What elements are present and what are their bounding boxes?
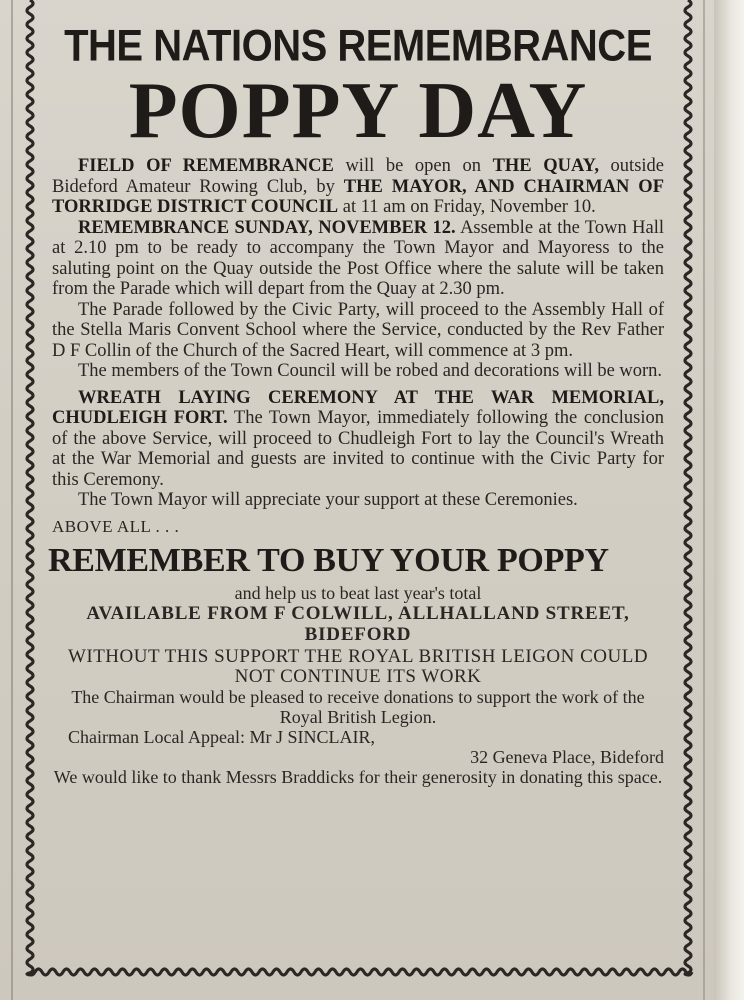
right-border-wave [685, 0, 691, 975]
field-text-3: at 11 am on Friday, November 10. [338, 197, 596, 217]
available-line: AVAILABLE FROM F COLWILL, ALLHALLAND STREET, BIDEFORD [86, 602, 630, 645]
field-text-2: outside Bideford Amateur Rowing Club, by [52, 156, 664, 197]
bottom-border-wave [28, 969, 692, 975]
sunday-lead: REMEMBRANCE SUNDAY, NOVEMBER 12. [78, 217, 456, 238]
remember-heading: REMEMBER TO BUY YOUR POPPY [48, 541, 609, 579]
sunday-text: Assemble at the Town Hall at 2.10 pm to be ready to accompany the Town Mayor and Mayoress to the saluting point on the Quay outside the Post Office where the salute will be taken from the Parade which will depart from the Quay at 2.30 pm. [52, 217, 664, 299]
above-all-label: ABOVE ALL . . . [52, 516, 180, 536]
without-support-line: WITHOUT THIS SUPPORT THE ROYAL BRITISH LEIGON COULD NOT CONTINUE ITS WORK [67, 645, 649, 687]
help-line: and help us to beat last year's total [234, 582, 482, 603]
page-title: POPPY DAY [128, 67, 588, 155]
wreath-text: The Town Mayor, immediately following the conclusion of the above Service, will proceed to Chudleigh Fort to lay the Council's Wreath at the War Memorial and guests are invited to continue with the Civic Party for this Ceremony. [52, 408, 664, 490]
parade-paragraph: The Parade followed by the Civic Party, will proceed to the Assembly Hall of the Stella Maris Convent School where the Service, conducted by the Rev Father D F Collin of the Church of the Sacred Heart, will commence at 3 pm. [52, 299, 664, 361]
field-of-remembrance-paragraph [52, 156, 664, 218]
support-paragraph: The Town Mayor will appreciate your support at these Ceremonies. [78, 490, 578, 510]
wreath-lead: WREATH LAYING CEREMONY AT THE WAR MEMORIAL, CHUDLEIGH FORT. [52, 387, 664, 428]
headline: THE NATIONS REMEMBRANCE [64, 21, 652, 71]
appeal-line: Chairman Local Appeal: Mr J SINCLAIR, [68, 726, 375, 747]
field-text-1: will be open on [333, 156, 493, 176]
council-paragraph: The members of the Town Council will be robed and decorations will be worn. [78, 361, 663, 381]
chairman-note: The Chairman would be pleased to receive donations to support the work of the Royal British Legion. [71, 686, 645, 727]
wreath-paragraph [52, 388, 664, 491]
field-bold-1: THE QUAY, [492, 156, 599, 176]
field-lead: FIELD OF REMEMBRANCE [78, 156, 334, 176]
field-bold-2: THE MAYOR, AND CHAIRMAN OF TORRIDGE DISTRICT COUNCIL [52, 176, 664, 217]
address-line: 32 Geneva Place, Bideford [470, 746, 664, 767]
left-border-wave [27, 0, 33, 975]
remembrance-sunday-paragraph [52, 218, 664, 300]
thanks-line: We would like to thank Messrs Braddicks for their generosity in donating this space. [53, 766, 663, 787]
advertisement-body [48, 14, 664, 787]
